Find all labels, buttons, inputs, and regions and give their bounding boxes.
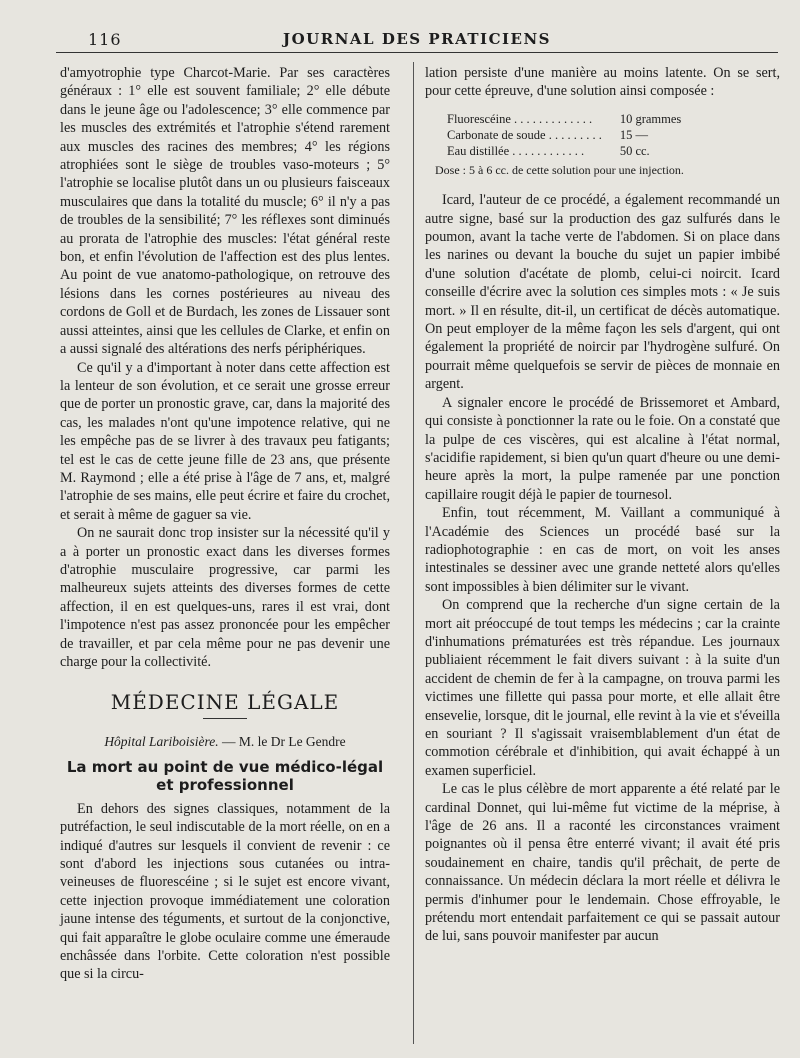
paragraph: Ce qu'il y a d'important à noter dans cette affection est la lenteur de son évolution, et ce serait une grosse erreur que de porter un pronostic grave, car, dans la majorité des cas, les malades n'ont qu'une impotence relative, qui ne les empêche pas de se livrer à des travaux peu fatigants; tel est le cas de cette jeune fille de 23 ans, que présente M. Raymond ; elle a été prise à l'âge de 7 ans, et, malgré l'atrophie de ses mains, elle peut écrire et faire du crochet, et serait à même de gaguer sa vie.: [60, 359, 390, 523]
paragraph: On ne saurait donc trop insister sur la nécessité qu'il y a à porter un pronostic exact dans les diverses formes d'atrophie musculaire progressive, car parmi les malheureux sujets atteints des diverses formes de cette affection, il en est quelques-uns, rares il est vrai, dont l'impotence n'est pas assez prononcée pour les empêcher de travailler, et par cela même pour ne pas devenir une charge pour la collectivité.: [60, 525, 390, 670]
right-column: [425, 64, 780, 946]
paragraph: Icard, l'auteur de ce procédé, a également recommandé un autre signe, basé sur la production des gaz sulfurés dans le poumon, avant la tache verte de l'abdomen. Si on place dans les narines ou devant la bouche du sujet un papier imbibé d'une solution d'acétate de plomb, celui-ci noircit. Icard conseille d'écrire avec la solution ces simples mots : « Je suis mort. » Il en résulte, dit-il, un certificat de décès automatique. On peut employer de la même façon les sels d'argent, qui ont également la propriété de noircir par l'hydrogène sulfuré. On pourrait même quelquefois se servir de pièces de monnaie en argent.: [425, 192, 780, 393]
recipe-row: [447, 127, 685, 143]
recipe-table: [447, 111, 685, 159]
section-title: MÉDECINE LÉGALE: [110, 690, 340, 715]
paragraph: En dehors des signes classiques, notamment de la putréfaction, le seul indiscutable de la mort réelle, on en a indiqué d'autres sur lesquels il convient de revenir : ce sont d'abord les injections sous cutanées ou intra-veineuses de fluorescéine ; si le sujet est encore vivant, cette injection provoque immédiatement une coloration jaune intense des téguments, et surtout de la conjonctive, qui fait apparaître le globe oculaire comme une émeraude enchâssée dans l'orbite. Cette coloration n'est possible que si la circu-: [60, 800, 390, 983]
byline-author: — M. le Dr Le Gendre: [218, 734, 346, 750]
page-number: 116: [88, 30, 122, 49]
byline: [60, 733, 390, 751]
byline-hospital: Hôpital Lariboisière.: [104, 734, 219, 750]
recipe-item: Carbonate de soude . . . . . . . . .: [447, 127, 602, 142]
recipe-item: Eau distillée . . . . . . . . . . . .: [447, 143, 585, 158]
recipe-qty: 15 —: [619, 127, 648, 142]
recipe-row: [447, 143, 685, 159]
section-divider: [203, 718, 247, 720]
paragraph: Le cas le plus célèbre de mort apparente a été relaté par le cardinal Donnet, qui lui-même fut victime de la méprise, à l'âge de 26 ans. Il a raconté les circonstances vraiment poignantes où il pensa être enterré vivant; il avait été pris soudainement en chaire, tandis qu'il prêchait, de perte de connaissance. Un médecin déclara la mort réelle et délivra le permis d'inhumer pour le lendemain. Chose effroyable, le prétendu mort entendait parfaitement ce qui se passait autour de lui, sans pouvoir manifester par aucun: [425, 781, 780, 945]
recipe-row: [447, 111, 685, 127]
recipe-item: Fluorescéine . . . . . . . . . . . . .: [447, 111, 593, 126]
paragraph: lation persiste d'une manière au moins latente. On se sert, pour cette épreuve, d'une solution ainsi composée :: [425, 65, 780, 100]
left-column: [60, 64, 390, 984]
article-title: La mort au point de vue médico-légal et professionnel: [66, 757, 384, 794]
journal-title: JOURNAL DES PRATICIENS: [283, 30, 551, 48]
paragraph: On comprend que la recherche d'un signe certain de la mort ait préoccupé de tout temps les médecins ; car la crainte d'inhumations prématurées est très répandue. Les journaux publiaient récemment le fait divers suivant : à la suite d'un accident de chemin de fer à la campagne, on trouva parmi les victimes une fillette qui passa pour morte, et elle allait être ensevelie, lorsque, dit le journal, elle revint à la vie et s'éveilla en souriant ? Il s'agissait vraisemblablement d'un état de commotion cérébrale et d'inhibition, qui avait échappé à un examen superficiel.: [425, 597, 780, 779]
column-divider: [413, 62, 414, 1044]
running-header: [56, 30, 778, 53]
dose-note: Dose : 5 à 6 cc. de cette solution pour une injection.: [435, 162, 684, 177]
paragraph: Enfin, tout récemment, M. Vaillant a communiqué à l'Académie des Sciences un procédé basé sur la radiophotographie : en cas de mort, on voit les anses intestinales se dessiner avec une grande netteté alors qu'elles sont impossibles à bien délimiter sur le vivant.: [425, 505, 780, 595]
paragraph: d'amyotrophie type Charcot-Marie. Par ses caractères généraux : 1° elle est souvent familiale; 2° elle débute dans le jeune âge ou l'adolescence; 3° elle commence par les muscles des extrémités et l'atrophie s'étend rarement aux muscles des racines des membres; 4° les régions atrophiées sont le siège de troubles vaso-moteurs ; 5° l'atrophie se localise plutôt dans un ou plusieurs faisceaux musculaires que dans la totalité du muscle; 6° il n'y a pas de troubles de la sensibilité; 7° les réflexes sont diminués au prorata de l'atrophie des muscles: l'état général reste bon, et enfin l'évolution de l'affection est des plus lentes. Au point de vue anatomo-pathologique, on retrouve des lésions dans les cornes postérieures au niveau des cordons de Goll et de Burdach, les zones de Lissauer sont aussi atteintes, ainsi que les cellules de Clarke, et enfin on a aussi signalé des altérations des nerfs périphériques.: [60, 65, 390, 358]
recipe-qty: 50 cc.: [619, 143, 650, 158]
recipe-qty: 10 grammes: [619, 111, 682, 126]
paragraph: A signaler encore le procédé de Brissemoret et Ambard, qui consiste à ponctionner la rate ou le foie. On a constaté que la pulpe de ces viscères, qui est alcaline à l'état normal, s'acidifie rapidement, si bien qu'un quart d'heure ou une demi-heure après la mort, la pulpe ramenée par une ponction capillaire rougit déjà le papier de tournesol.: [425, 394, 780, 503]
